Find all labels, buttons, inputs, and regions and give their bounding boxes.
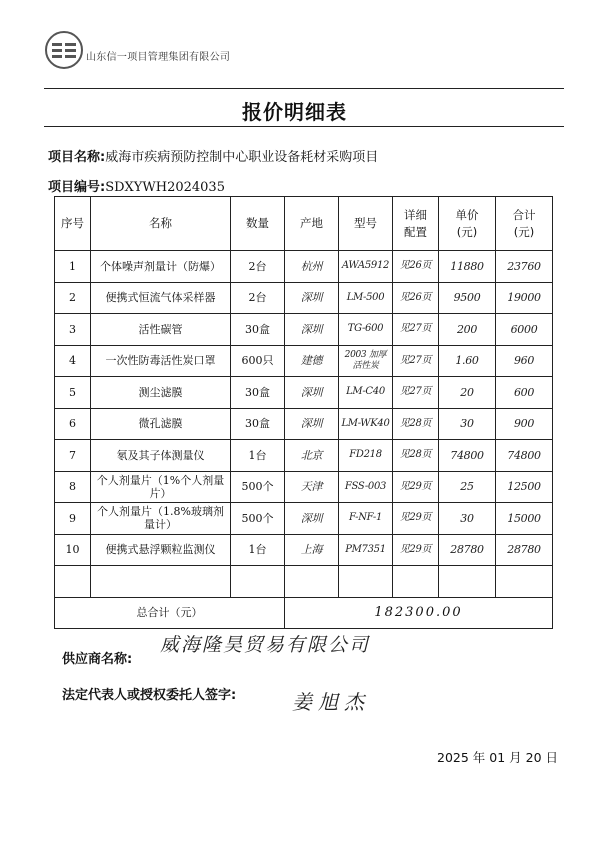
cell-qty: 30盒 <box>231 408 285 440</box>
cell-unit-price: 28780 <box>439 534 496 566</box>
grand-total-label: 总合计（元） <box>55 597 285 629</box>
col-header-config <box>393 197 439 251</box>
cell-unit-price: 20 <box>439 377 496 409</box>
project-no-value: SDXYWH2024035 <box>105 180 225 195</box>
cell-config: 见26页 <box>393 282 439 314</box>
cell-model: FSS-003 <box>339 471 393 503</box>
supplier-line <box>62 648 132 667</box>
company-name: 山东信一项目管理集团有限公司 <box>86 52 231 63</box>
cell-model: AWA5912 <box>339 251 393 283</box>
cell-seq: 9 <box>55 503 91 535</box>
cell-unit-price: 11880 <box>439 251 496 283</box>
cell-total: 19000 <box>496 282 553 314</box>
cell-origin: 建德 <box>285 345 339 377</box>
table-row <box>55 314 553 346</box>
cell-name: 微孔滤膜 <box>91 408 231 440</box>
table-header-row <box>55 197 553 251</box>
col-header-total-line1: 合计 <box>512 207 536 222</box>
cell-total: 23760 <box>496 251 553 283</box>
cell-model: FD218 <box>339 440 393 472</box>
cell-total: 900 <box>496 408 553 440</box>
cell-config: 见27页 <box>393 377 439 409</box>
cell-origin: 深圳 <box>285 377 339 409</box>
cell-seq: 1 <box>55 251 91 283</box>
cell-seq: 4 <box>55 345 91 377</box>
col-header-qty: 数量 <box>231 197 285 251</box>
cell-unit-price: 74800 <box>439 440 496 472</box>
cell-origin: 上海 <box>285 534 339 566</box>
cell-total: 600 <box>496 377 553 409</box>
cell-name: 测尘滤膜 <box>91 377 231 409</box>
col-header-total-line2: (元) <box>513 224 535 239</box>
supplier-signature: 威海隆昊贸易有限公司 <box>160 634 371 656</box>
cell-config: 见29页 <box>393 503 439 535</box>
cell-name: 氡及其子体测量仪 <box>91 440 231 472</box>
title-divider <box>44 126 564 127</box>
company-logo-icon <box>44 30 84 70</box>
cell-name: 个体噪声剂量计（防爆） <box>91 251 231 283</box>
cell-origin: 北京 <box>285 440 339 472</box>
project-no-label: 项目编号: <box>48 180 106 195</box>
col-header-unit-price-line2: (元) <box>456 224 478 239</box>
cell-unit-price: 30 <box>439 503 496 535</box>
cell-origin: 深圳 <box>285 408 339 440</box>
cell-model: LM-C40 <box>339 377 393 409</box>
header-divider <box>44 88 564 89</box>
cell-config: 见27页 <box>393 314 439 346</box>
cell-unit-price: 25 <box>439 471 496 503</box>
project-name-label: 项目名称: <box>48 150 106 165</box>
col-header-total <box>496 197 553 251</box>
grand-total-value: 182300.00 <box>285 597 553 629</box>
col-header-origin: 产地 <box>285 197 339 251</box>
col-header-config-line2: 配置 <box>404 224 427 239</box>
cell-origin: 杭州 <box>285 251 339 283</box>
cell-unit-price: 200 <box>439 314 496 346</box>
cell-qty: 600只 <box>231 345 285 377</box>
cell-unit-price: 9500 <box>439 282 496 314</box>
cell-seq: 8 <box>55 471 91 503</box>
col-header-name: 名称 <box>91 197 231 251</box>
representative-label: 法定代表人或授权委托人签字: <box>62 688 237 703</box>
table-row <box>55 377 553 409</box>
cell-model: TG-600 <box>339 314 393 346</box>
letterhead <box>44 30 564 74</box>
cell-model: LM-WK40 <box>339 408 393 440</box>
cell-name: 个人剂量片（1.8%玻璃剂量计） <box>91 503 231 535</box>
document-title: 报价明细表 <box>242 100 347 124</box>
cell-config: 见28页 <box>393 440 439 472</box>
cell-config: 见29页 <box>393 471 439 503</box>
supplier-label: 供应商名称: <box>62 652 133 667</box>
cell-qty: 2台 <box>231 282 285 314</box>
col-header-unit-price <box>439 197 496 251</box>
cell-qty: 30盒 <box>231 314 285 346</box>
cell-seq: 6 <box>55 408 91 440</box>
table-blank-row <box>55 566 553 598</box>
col-header-model: 型号 <box>339 197 393 251</box>
cell-qty: 2台 <box>231 251 285 283</box>
cell-name: 便携式悬浮颗粒监测仪 <box>91 534 231 566</box>
table-row <box>55 408 553 440</box>
cell-config: 见28页 <box>393 408 439 440</box>
cell-origin: 深圳 <box>285 314 339 346</box>
cell-qty: 500个 <box>231 471 285 503</box>
cell-model: 2003 加厚活性炭 <box>339 345 393 377</box>
cell-unit-price: 30 <box>439 408 496 440</box>
cell-origin: 深圳 <box>285 282 339 314</box>
cell-qty: 1台 <box>231 440 285 472</box>
table-row <box>55 471 553 503</box>
cell-model: LM-500 <box>339 282 393 314</box>
cell-seq: 2 <box>55 282 91 314</box>
cell-origin: 深圳 <box>285 503 339 535</box>
cell-qty: 30盒 <box>231 377 285 409</box>
project-no-line <box>48 176 225 195</box>
table-total-row <box>55 597 553 629</box>
cell-name: 便携式恒流气体采样器 <box>91 282 231 314</box>
cell-total: 74800 <box>496 440 553 472</box>
table-row <box>55 251 553 283</box>
cell-unit-price: 1.60 <box>439 345 496 377</box>
cell-config: 见29页 <box>393 534 439 566</box>
cell-total: 960 <box>496 345 553 377</box>
table-row <box>55 440 553 472</box>
cell-total: 12500 <box>496 471 553 503</box>
table-row <box>55 503 553 535</box>
cell-seq: 10 <box>55 534 91 566</box>
project-name-value: 威海市疾病预防控制中心职业设备耗材采购项目 <box>105 150 379 165</box>
cell-qty: 500个 <box>231 503 285 535</box>
representative-signature: 姜旭杰 <box>292 690 370 714</box>
table-row <box>55 534 553 566</box>
cell-model: PM7351 <box>339 534 393 566</box>
cell-config: 见26页 <box>393 251 439 283</box>
table-row <box>55 345 553 377</box>
cell-model: F-NF-1 <box>339 503 393 535</box>
table-row <box>55 282 553 314</box>
cell-config: 见27页 <box>393 345 439 377</box>
cell-total: 15000 <box>496 503 553 535</box>
cell-seq: 7 <box>55 440 91 472</box>
cell-seq: 3 <box>55 314 91 346</box>
cell-name: 活性碳管 <box>91 314 231 346</box>
project-name-line <box>48 146 378 165</box>
col-header-config-line1: 详细 <box>404 207 427 222</box>
quotation-table <box>54 196 553 629</box>
col-header-seq: 序号 <box>55 197 91 251</box>
document-date: 2025 年 01 月 20 日 <box>437 750 558 765</box>
cell-origin: 天津 <box>285 471 339 503</box>
col-header-unit-price-line1: 单价 <box>455 207 479 222</box>
cell-seq: 5 <box>55 377 91 409</box>
cell-name: 个人剂量片（1%个人剂量片） <box>91 471 231 503</box>
cell-qty: 1台 <box>231 534 285 566</box>
cell-name: 一次性防毒活性炭口罩 <box>91 345 231 377</box>
cell-total: 28780 <box>496 534 553 566</box>
cell-total: 6000 <box>496 314 553 346</box>
